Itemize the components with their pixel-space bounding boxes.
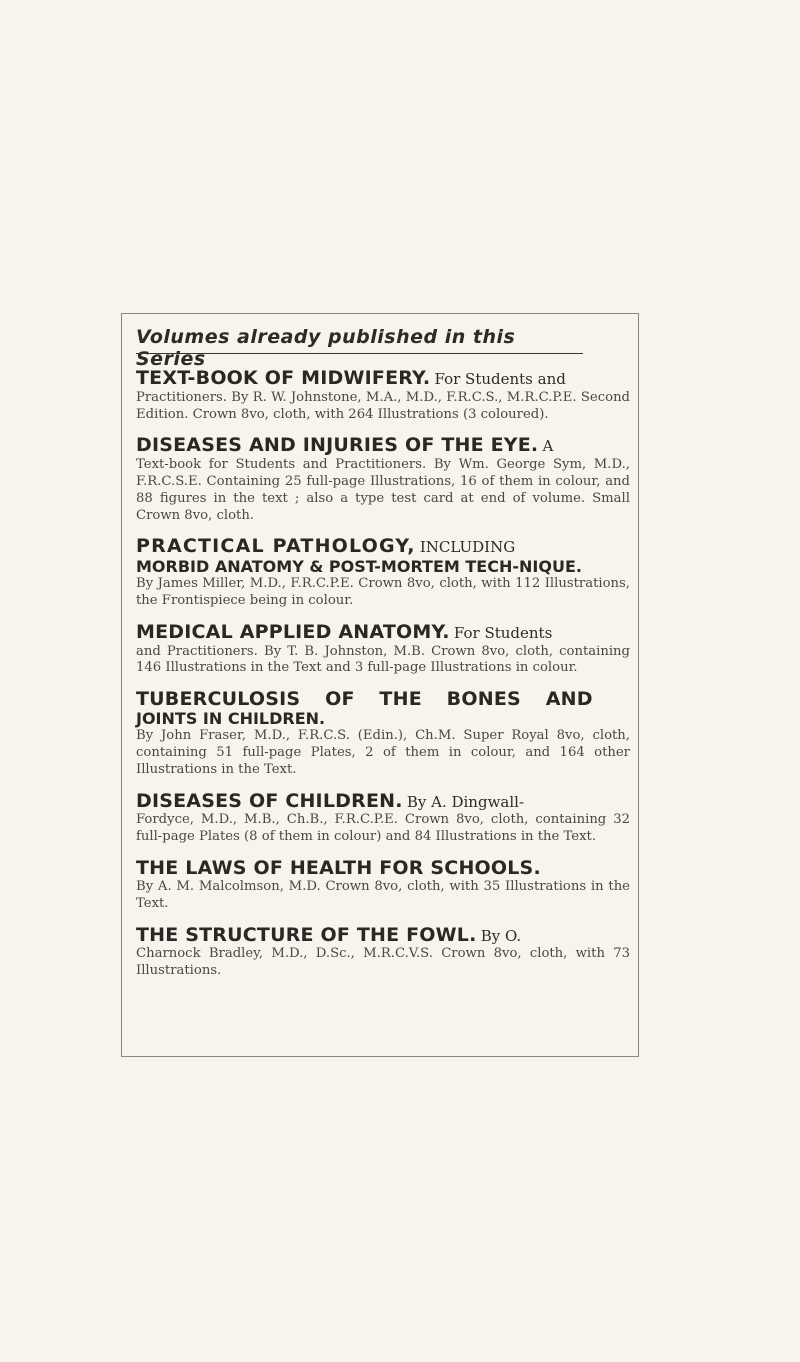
book-lead: By A. Dingwall-: [406, 792, 525, 811]
book-lead: INCLUDING: [419, 538, 516, 557]
book-entry-tuberculosis: [136, 689, 630, 778]
book-entry-anatomy: [136, 622, 630, 677]
book-subtitle: JOINTS IN CHILDREN.: [136, 709, 326, 729]
book-entry-children: [136, 791, 630, 846]
book-entry-fowl: [136, 925, 630, 980]
book-lead: By O.: [480, 926, 522, 945]
book-description: Text-book for Students and Practitioners. By Wm. George Sym, M.D., F.R.C.S.E. Containing 25 full-page Illustrations, 16 of them in colour, and 88 figures in the text ; also a type test card at end of volume. Small Crown 8vo, cloth.: [136, 457, 630, 523]
book-description: By A. M. Malcolmson, M.D. Crown 8vo, cloth, with 35 Illustrations in the Text.: [136, 878, 630, 911]
book-description: Practitioners. By R. W. Johnstone, M.A., M.D., F.R.C.S., M.R.C.P.E. Second Edition. Crown 8vo, cloth, with 264 Illustrations (3 coloured).: [136, 389, 630, 422]
book-description: Fordyce, M.D., M.B., Ch.B., F.R.C.P.E. Crown 8vo, cloth, containing 32 full-page Plates (8 of them in colour) and 84 Illustrations in the Text.: [136, 812, 630, 845]
book-lead: For Students: [453, 623, 553, 642]
book-description: Charnock Bradley, M.D., D.Sc., M.R.C.V.S. Crown 8vo, cloth, with 73 Illustrations.: [136, 946, 630, 979]
book-description: and Practitioners. By T. B. Johnston, M.B. Crown 8vo, cloth, containing 146 Illustrations in the Text and 3 full-page Illustrations in colour.: [136, 643, 630, 676]
book-entry-pathology: [136, 536, 630, 609]
book-title: DISEASES OF CHILDREN.: [136, 789, 403, 812]
book-lead: For Students and: [434, 370, 566, 388]
book-title: DISEASES AND INJURIES OF THE EYE.: [136, 434, 539, 457]
book-description: By James Miller, M.D., F.R.C.P.E. Crown 8vo, cloth, with 112 Illustrations, the Frontispiece being in colour.: [136, 576, 630, 608]
book-description: By John Fraser, M.D., F.R.C.S. (Edin.), Ch.M. Super Royal 8vo, cloth, containing 51 full-page Plates, 2 of them in colour, and 164 other Illustrations in the Text.: [136, 728, 630, 777]
book-lead: A: [542, 437, 554, 456]
book-entry-eye: [136, 435, 630, 524]
book-title: THE LAWS OF HEALTH FOR SCHOOLS.: [136, 856, 541, 879]
book-entry-midwifery: [136, 368, 630, 423]
series-heading: Volumes already published in this Series: [136, 326, 516, 370]
book-entry-health: [136, 858, 630, 913]
book-title: TEXT-BOOK OF MIDWIFERY.: [136, 367, 431, 389]
book-title: PRACTICAL PATHOLOGY,: [136, 535, 416, 558]
book-title: THE STRUCTURE OF THE FOWL.: [136, 923, 477, 946]
book-subtitle: MORBID ANATOMY & POST-MORTEM TECH-NIQUE.: [136, 557, 582, 577]
book-title: MEDICAL APPLIED ANATOMY.: [136, 620, 450, 643]
book-list: [136, 368, 630, 992]
book-title: TUBERCULOSIS OF THE BONES AND: [136, 688, 593, 711]
heading-underline: [136, 353, 583, 354]
